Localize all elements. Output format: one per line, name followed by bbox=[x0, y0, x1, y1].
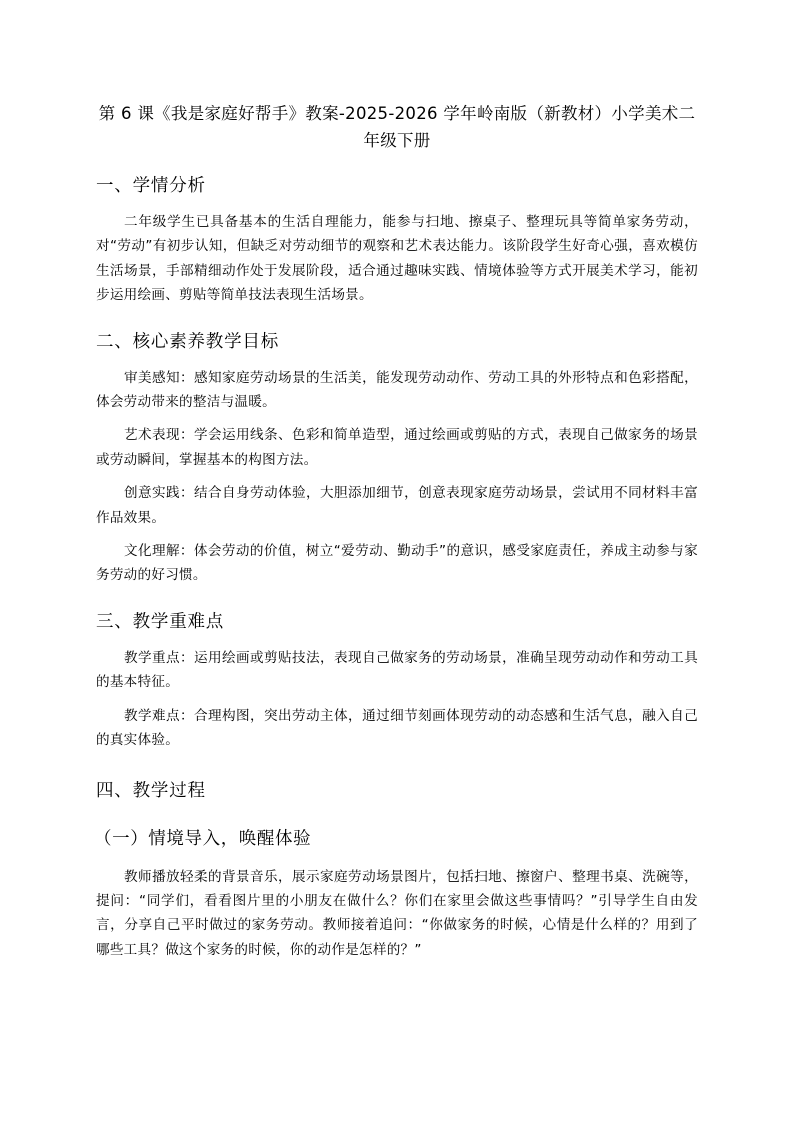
situational-intro-paragraph: 教师播放轻柔的背景音乐，展示家庭劳动场景图片，包括扫地、擦窗户、整理书桌、洗碗等，提问：“同学们，看看图片里的小朋友在做什么？你们在家里会做这些事情吗？”引导学生自由发言，分享自己平时做过的家务劳动。教师接着追问：“你做家务的时候，心情是什么样的？用到了哪些工具？做这个家务的时候，你的动作是怎样的？” bbox=[96, 868, 698, 958]
key-point-paragraph: 教学重点：运用绘画或剪贴技法，表现自己做家务的劳动场景，准确呈现劳动动作和劳动工具的基本特征。 bbox=[96, 649, 698, 691]
document-page bbox=[96, 100, 698, 962]
learning-analysis-paragraph: 二年级学生已具备基本的生活自理能力，能参与扫地、擦桌子、整理玩具等简单家务劳动，对“劳动”有初步认知，但缺乏对劳动细节的观察和艺术表达能力。该阶段学生好奇心强，喜欢模仿生活场景，手部精细动作处于发展阶段，适合通过趣味实践、情境体验等方式开展美术学习，能初步运用绘画、剪贴等简单技法表现生活场景。 bbox=[96, 214, 698, 304]
difficult-point-paragraph: 教学难点：合理构图，突出劳动主体，通过细节刻画体现劳动的动态感和生活气息，融入自己的真实体验。 bbox=[96, 707, 698, 749]
section-heading-learning-analysis: 一、学情分析 bbox=[96, 176, 206, 196]
goal-artistic-expression: 艺术表现：学会运用线条、色彩和简单造型，通过绘画或剪贴的方式，表现自己做家务的场景或劳动瞬间，掌握基本的构图方法。 bbox=[96, 427, 698, 468]
section-heading-teaching-process: 四、教学过程 bbox=[96, 780, 206, 801]
section-heading-teaching-goals: 二、核心素养教学目标 bbox=[96, 331, 279, 352]
section-heading-key-difficult-points: 三、教学重难点 bbox=[96, 611, 225, 632]
document-title: 第 6 课《我是家庭好帮手》教案-2025-2026 学年岭南版（新教材）小学美术二年级下册 bbox=[98, 104, 696, 150]
goal-cultural-understanding: 文化理解：体会劳动的价值，树立“爱劳动、勤动手”的意识，感受家庭责任，养成主动参与家务劳动的好习惯。 bbox=[96, 543, 698, 584]
subsection-heading-situational-intro: （一）情境导入，唤醒体验 bbox=[94, 828, 312, 849]
goal-aesthetic-perception: 审美感知：感知家庭劳动场景的生活美，能发现劳动动作、劳动工具的外形特点和色彩搭配，体会劳动带来的整洁与温暖。 bbox=[96, 369, 698, 411]
goal-creative-practice: 创意实践：结合自身劳动体验，大胆添加细节，创意表现家庭劳动场景，尝试用不同材料丰富作品效果。 bbox=[96, 485, 698, 526]
